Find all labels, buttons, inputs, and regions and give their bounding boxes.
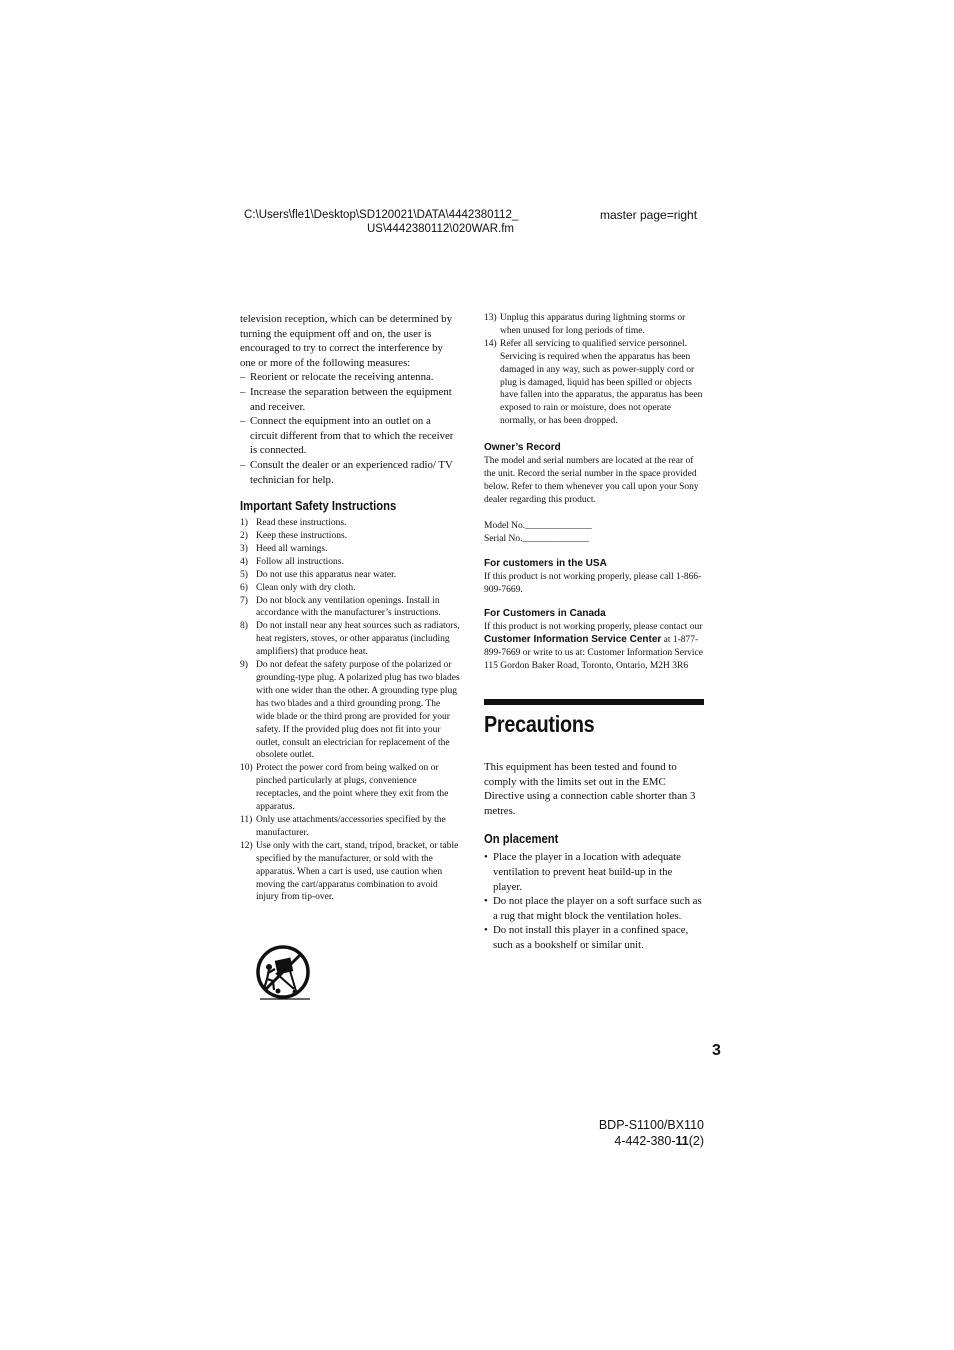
- model-name: BDP-S1100/BX110: [598, 1118, 704, 1132]
- instruction-item: 4) Follow all instructions.: [240, 556, 344, 567]
- file-path-header: [244, 208, 519, 236]
- precautions-title: Precautions: [484, 711, 595, 738]
- precautions-text: This equipment has been tested and found to comply with the limits set out in the EMC Directive using a connection cable shorter than 3 metres.: [484, 761, 696, 817]
- instruction-item: 6) Clean only with dry cloth.: [240, 582, 356, 593]
- model-footer: [560, 1117, 704, 1149]
- instruction-item: 7) Do not block any ventilation openings. Install in accordance with the manufacturer’s instructions.: [240, 595, 441, 619]
- measure-item: – Increase the separation between the equipment and receiver.: [240, 385, 460, 414]
- right-column: [484, 312, 704, 953]
- model-number-line: Model No.______________: [484, 520, 592, 531]
- measure-item: – Connect the equipment into an outlet on a circuit different from that to which the receiver is connected.: [240, 414, 460, 458]
- instruction-item: 1) Read these instructions.: [240, 518, 347, 529]
- interference-intro: television reception, which can be determined by turning the equipment off and on, the user is encouraged to try to correct the interference by one or more of the following measures:: [240, 313, 452, 369]
- measure-item: – Consult the dealer or an experienced radio/ TV technician for help.: [240, 458, 460, 487]
- master-page-label: master page=right: [600, 208, 698, 222]
- usa-customers-text: If this product is not working properly, please call 1-866-909-7669.: [484, 571, 702, 595]
- instruction-item: 2) Keep these instructions.: [240, 531, 348, 542]
- instruction-item: 10) Protect the power cord from being walked on or pinched particularly at plugs, convenience receptacles, and the point where they exit from the apparatus.: [240, 763, 449, 813]
- file-path-line-2: US\4442380112\020WAR.fm: [366, 223, 514, 235]
- placement-item: • Place the player in a location with adequate ventilation to prevent heat build-up in the player.: [484, 850, 704, 894]
- placement-item: • Do not place the player on a soft surface such as a rug that might block the ventilation holes.: [484, 894, 704, 923]
- file-path-line-1: C:\Users\fle1\Desktop\SD120021\DATA\4442380112_: [244, 209, 519, 221]
- canada-customers-text: If this product is not working properly, please contact our Customer Information Service Center at 1-877-899-7669 or write to us at: Customer Information Service 115 Gordon Baker Road, Toronto, Ontario, M2H 3R6: [484, 622, 703, 672]
- safety-instructions-continued: [484, 312, 704, 428]
- serial-number-line: Serial No.______________: [484, 533, 590, 544]
- placement-heading: On placement: [484, 832, 559, 847]
- instruction-item: 9) Do not defeat the safety purpose of the polarized or grounding-type plug. A polarized plug has two blades with one wider than the other. A grounding type plug has two blades and a third grounding prong. The wide blade or the third prong are provided for your safety. If the provided plug does not fit into your outlet, consult an electrician for replacement of the obsolete outlet.: [240, 660, 460, 761]
- interference-measures: [240, 370, 460, 487]
- instruction-item: 14) Refer all servicing to qualified service personnel. Servicing is required when the apparatus has been damaged in any way, such as power-supply cord or plug is damaged, liquid has been spilled or objects have fallen into the apparatus, the apparatus has been exposed to rain or moisture, does not operate normally, or has been dropped.: [484, 338, 703, 427]
- owners-record-heading: Owner’s Record: [484, 442, 561, 454]
- owners-record-text: The model and serial numbers are located at the rear of the unit. Record the serial number in the space provided below. Refer to them whenever you call upon your Sony dealer regarding this product.: [484, 456, 699, 505]
- instruction-item: 11) Only use attachments/accessories specified by the manufacturer.: [240, 814, 446, 838]
- safety-instructions-list: [240, 517, 460, 904]
- instruction-item: 3) Heed all warnings.: [240, 543, 328, 554]
- placement-item: • Do not install this player in a confined space, such as a bookshelf or similar unit.: [484, 923, 704, 952]
- cart-tip-over-warning-icon: [254, 945, 312, 1003]
- canada-customers-heading: For Customers in Canada: [484, 608, 606, 620]
- placement-list: [484, 850, 704, 952]
- instruction-item: 8) Do not install near any heat sources such as radiators, heat registers, stoves, or other apparatus (including amplifiers) that produce heat.: [240, 621, 460, 658]
- instruction-item: 12) Use only with the cart, stand, tripod, bracket, or table specified by the manufacturer, or sold with the apparatus. When a cart is used, use caution when moving the cart/apparatus combination to avoid injury from tip-over.: [240, 840, 459, 903]
- instruction-item: 5) Do not use this apparatus near water.: [240, 569, 397, 580]
- instruction-item: 13) Unplug this apparatus during lightning storms or when unused for long periods of time.: [484, 313, 686, 336]
- section-divider-bar: [484, 699, 704, 705]
- page-number: 3: [712, 1042, 721, 1059]
- usa-customers-heading: For customers in the USA: [484, 557, 607, 569]
- document-code: 4-442-380-11(2): [614, 1134, 704, 1148]
- safety-heading: Important Safety Instructions: [240, 499, 397, 514]
- left-column: [240, 312, 460, 904]
- measure-item: – Reorient or relocate the receiving antenna.: [240, 370, 460, 385]
